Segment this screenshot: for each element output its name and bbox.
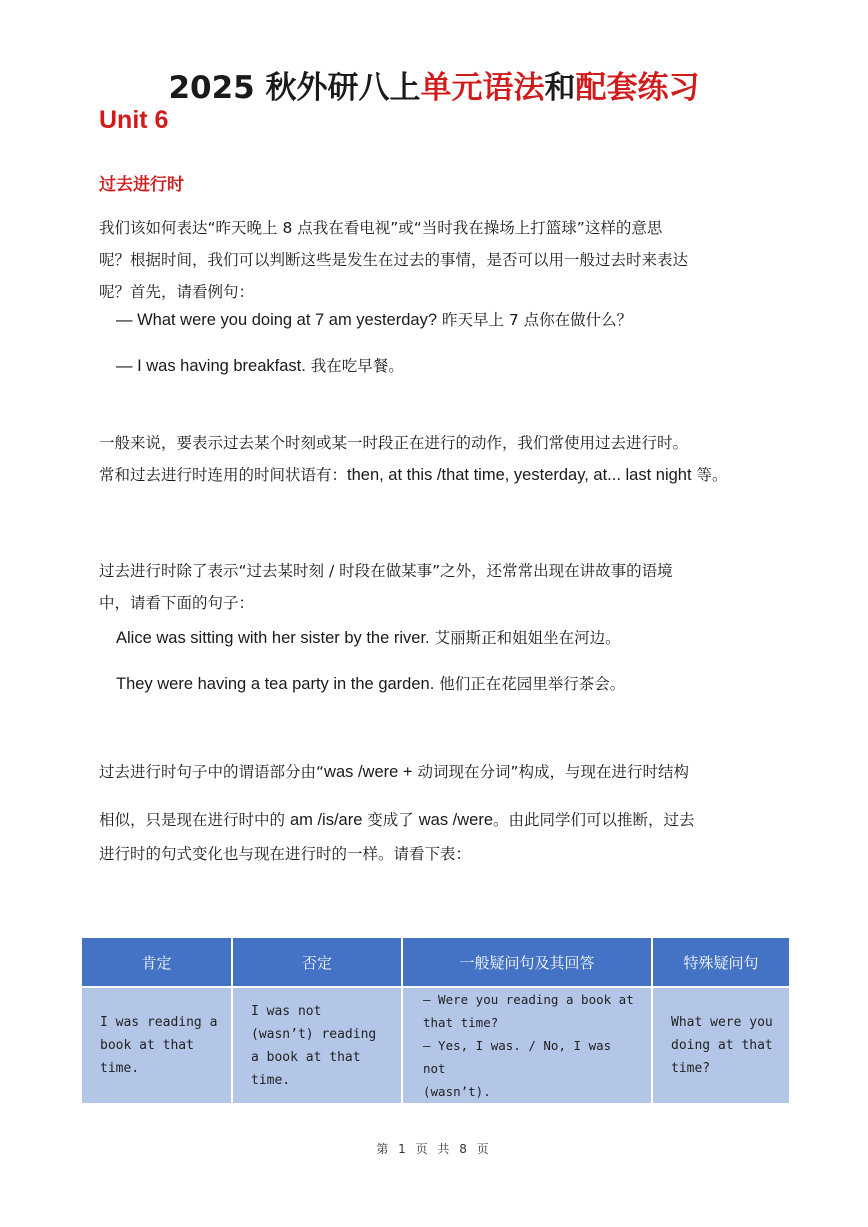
time-adverbials: then, at this /that time, yesterday, at... last night — [347, 466, 692, 484]
intro-line-2: 呢？根据时间，我们可以判断这些是发生在过去的事情，是否可以用一般过去时来表达 — [99, 251, 689, 269]
usage-paragraph — [99, 427, 799, 491]
example-answer-en: — I was having breakfast. — [116, 357, 306, 375]
header-negative: 否定 — [232, 937, 402, 987]
table-header-row — [81, 937, 790, 987]
cell-special-question: What were you doing at that time? — [652, 987, 790, 1104]
example-answer — [116, 354, 404, 378]
title-part-4: 配套练习 — [575, 70, 700, 106]
unit-heading: Unit 6 — [99, 106, 169, 134]
structure-line-3: 进行时的句式变化也与现在进行时的一样。请看下表： — [99, 845, 472, 863]
intro-line-3: 呢？首先，请看例句： — [99, 283, 255, 301]
intro-paragraph — [99, 212, 779, 308]
story-example-2 — [116, 672, 625, 696]
header-special-question: 特殊疑问句 — [652, 937, 790, 987]
usage-line-2: 常和过去进行时连用的时间状语有：then, at this /that time, yesterday, at... last night 等。 — [99, 466, 728, 484]
cell-negative: I was not (wasn’t) reading a book at that time. — [232, 987, 402, 1104]
title-part-2: 单元语法 — [420, 70, 545, 106]
table-row — [81, 987, 790, 1104]
story-example-2-en: They were having a tea party in the garden. — [116, 675, 435, 693]
cell-affirmative: I was reading a book at that time. — [81, 987, 232, 1104]
section-heading: 过去进行时 — [99, 175, 184, 195]
structure-paragraph — [99, 758, 799, 868]
header-general-question: 一般疑问句及其回答 — [402, 937, 652, 987]
structure-line-2: 相似，只是现在进行时中的 am /is/are 变成了 was /were。由此同学们可以推断，过去 — [99, 811, 695, 829]
page-footer: 第 1 页 共 8 页 — [376, 1142, 492, 1156]
story-paragraph — [99, 555, 779, 619]
example-question-zh: 昨天早上 7 点你在做什么？ — [441, 311, 633, 329]
structure-line-1: 过去进行时句子中的谓语部分由“was /were + 动词现在分词”构成，与现在进行时结构 — [99, 763, 689, 781]
story-example-2-zh: 他们正在花园里举行茶会。 — [439, 675, 626, 693]
example-answer-zh: 我在吃早餐。 — [310, 357, 404, 375]
header-affirmative: 肯定 — [81, 937, 232, 987]
story-line-2: 中，请看下面的句子： — [99, 594, 255, 612]
story-line-1: 过去进行时除了表示“过去某时刻 / 时段在做某事”之外，还常常出现在讲故事的语境 — [99, 562, 673, 580]
title-part-3: 和 — [544, 70, 576, 106]
intro-line-1: 我们该如何表达“昨天晚上 8 点我在看电视”或“当时我在操场上打篮球”这样的意思 — [99, 219, 663, 237]
title-part-1: 2025 秋外研八上 — [168, 70, 421, 106]
sentence-forms-table — [80, 936, 791, 1105]
story-example-1-zh: 艾丽斯正和姐姐坐在河边。 — [434, 629, 621, 647]
example-question — [116, 308, 632, 332]
cell-general-question: — Were you reading a book at that time? — Yes, I was. / No, I was not (wasn’t). — [402, 987, 652, 1104]
story-example-1-en: Alice was sitting with her sister by the river. — [116, 629, 430, 647]
example-question-en: — What were you doing at 7 am yesterday? — [116, 311, 437, 329]
page-title — [0, 62, 868, 107]
usage-line-1: 一般来说，要表示过去某个时刻或某一时段正在进行的动作，我们常使用过去进行时。 — [99, 434, 689, 452]
story-example-1 — [116, 626, 621, 650]
